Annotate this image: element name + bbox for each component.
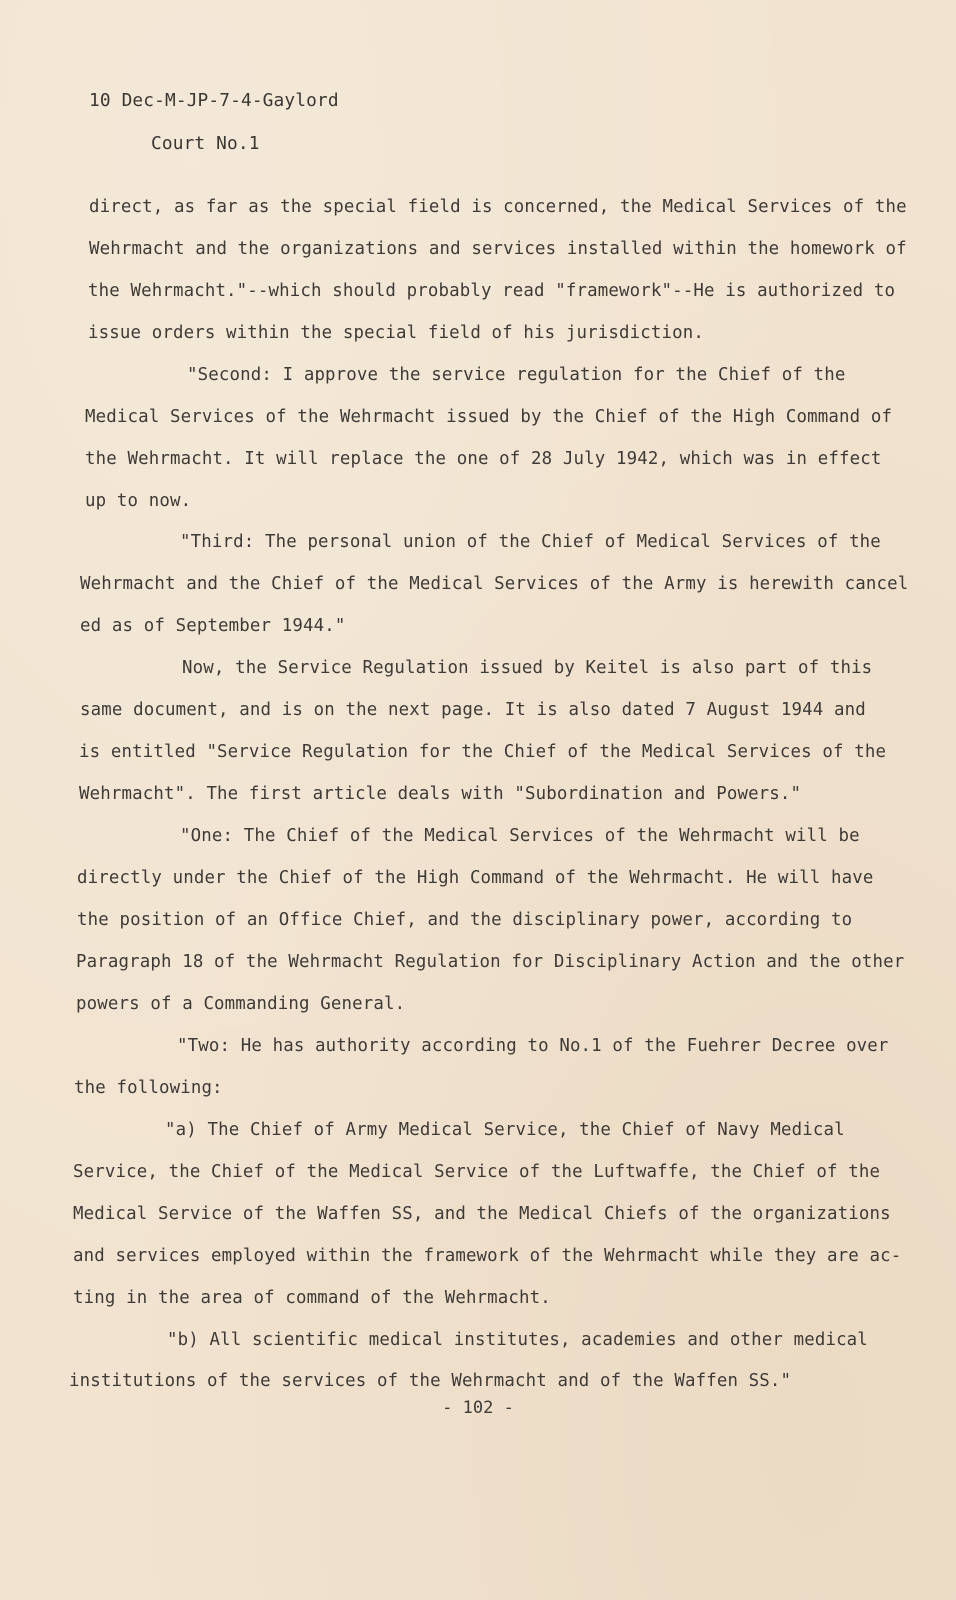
body-line: Medical Service of the Waffen SS, and the Medical Chiefs of the organizations [73, 1204, 891, 1224]
body-line: the position of an Office Chief, and the disciplinary power, according to [77, 910, 853, 930]
body-line: Paragraph 18 of the Wehrmacht Regulation for Disciplinary Action and the other [76, 952, 905, 972]
body-line: "Second: I approve the service regulation for the Chief of the [187, 365, 846, 385]
body-line: and services employed within the framework of the Wehrmacht while they are ac- [73, 1246, 902, 1266]
body-line: "Third: The personal union of the Chief of Medical Services of the [180, 532, 881, 552]
body-line: "Two: He has authority according to No.1 of the Fuehrer Decree over [177, 1036, 889, 1056]
body-line: "a) The Chief of Army Medical Service, the Chief of Navy Medical [165, 1120, 845, 1140]
body-line: ting in the area of command of the Wehrmacht. [73, 1288, 551, 1308]
body-line: the Wehrmacht."--which should probably read "framework"--He is authorized to [88, 281, 896, 301]
page-number: - 102 - [442, 1398, 514, 1418]
body-line: ed as of September 1944." [80, 616, 346, 636]
body-line: Wehrmacht and the Chief of the Medical Services of the Army is herewith cancel [80, 574, 909, 594]
body-line: Wehrmacht". The first article deals with "Subordination and Powers." [79, 784, 802, 804]
body-line: Service, the Chief of the Medical Service of the Luftwaffe, the Chief of the [73, 1162, 881, 1182]
body-line: powers of a Commanding General. [76, 994, 406, 1014]
body-line: is entitled "Service Regulation for the Chief of the Medical Services of the [79, 742, 887, 762]
body-line: same document, and is on the next page. It is also dated 7 August 1944 and [80, 700, 866, 720]
body-line: the Wehrmacht. It will replace the one of 28 July 1942, which was in effect [85, 449, 882, 469]
body-line: "One: The Chief of the Medical Services of the Wehrmacht will be [180, 826, 860, 846]
body-line: Medical Services of the Wehrmacht issued by the Chief of the High Command of [85, 407, 893, 427]
body-line: directly under the Chief of the High Command of the Wehrmacht. He will have [77, 868, 874, 888]
body-line: issue orders within the special field of his jurisdiction. [88, 323, 704, 343]
transcript-id-line: 10 Dec-M-JP-7-4-Gaylord [89, 90, 339, 111]
body-line: institutions of the services of the Wehrmacht and of the Waffen SS." [69, 1371, 792, 1391]
body-line: "b) All scientific medical institutes, academies and other medical [167, 1330, 868, 1350]
body-line: Wehrmacht and the organizations and services installed within the homework of [89, 239, 907, 259]
body-line: the following: [74, 1078, 223, 1098]
body-line: Now, the Service Regulation issued by Keitel is also part of this [182, 658, 873, 678]
body-line: direct, as far as the special field is concerned, the Medical Services of the [89, 197, 907, 217]
court-line: Court No.1 [151, 133, 260, 154]
body-line: up to now. [85, 491, 192, 511]
